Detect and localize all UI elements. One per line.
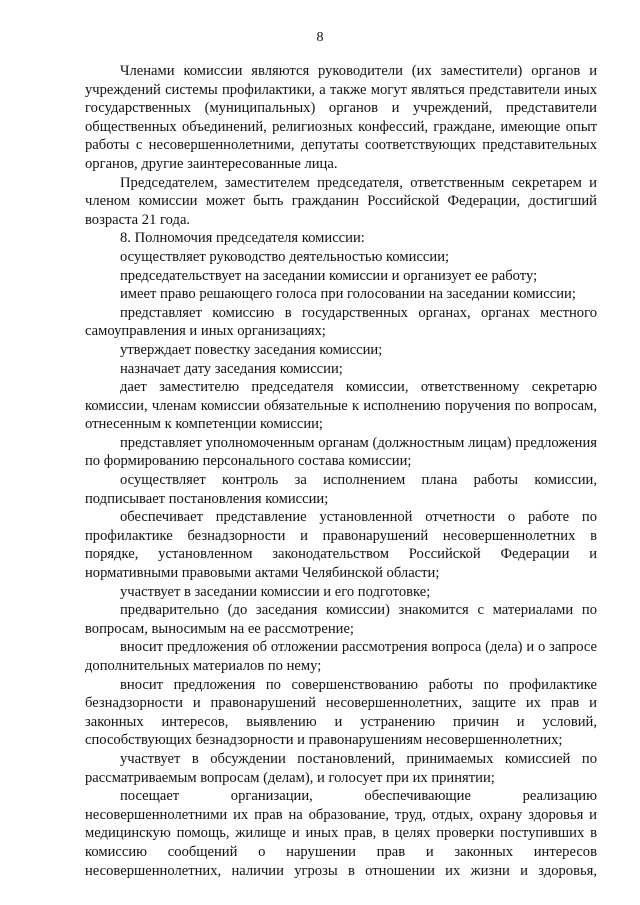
paragraph-section-heading: 8. Полномочия председателя комиссии: — [120, 230, 365, 247]
paragraph-commission-members: Членами комиссии являются руководители (их заместители) органов и учреждений системы профилактики, а также могут являться представители иных государственных (муниципальных) органов и учреждений, представители общественных объединений, религиозных конфессий, граждане, имеющие опыт работы с несовершеннолетними, депутаты соответствующих представительных органов, другие заинтересованные лица. — [85, 63, 597, 172]
list-item: утверждает повестку заседания комиссии; — [120, 341, 383, 358]
list-item: представляет комиссию в государственных органах, органах местного самоуправления и иных организациях; — [85, 304, 597, 340]
list-item: осуществляет контроль за исполнением плана работы комиссии, подписывает постановления комиссии; — [85, 472, 597, 507]
list-item: вносит предложения по совершенствованию работы по профилактике безнадзорности и правонарушений несовершеннолетних, защите их прав и законных интересов, выявлению и устранению причин и условий, способствующих безнадзорности и правонарушениям несовершеннолетних; — [85, 676, 597, 749]
list-item: посещает организации, обеспечивающие реализацию несовершеннолетними их прав на образование, труд, отдых, охрану здоровья и медицинскую помощь, жилище и иных прав, в целях проверки поступивших в комиссию сообщений о нарушении прав и законных интересов несовершеннолетних, наличии угрозы в отношении их жизни и здоровья, — [85, 788, 597, 879]
list-item: назначает дату заседания комиссии; — [120, 360, 343, 377]
paragraph-chair-eligibility: Председателем, заместителем председателя, ответственным секретарем и членом комиссии может быть гражданин Российской Федерации, достигший возраста 21 года. — [85, 174, 597, 228]
document-body — [85, 62, 597, 880]
list-item: председательствует на заседании комиссии и организует ее работу; — [120, 267, 538, 284]
list-item: представляет уполномоченным органам (должностным лицам) предложения по формированию персонального состава комиссии; — [85, 434, 597, 470]
list-item: участвует в обсуждении постановлений, принимаемых комиссией по рассматриваемым вопросам (делам), и голосует при их принятии; — [85, 750, 597, 786]
list-item: вносит предложения об отложении рассмотрения вопроса (дела) и о запросе дополнительных материалов по нему; — [85, 639, 597, 674]
list-item: имеет право решающего голоса при голосовании на заседании комиссии; — [120, 286, 576, 303]
list-item: предварительно (до заседания комиссии) знакомится с материалами по вопросам, выносимым на ее рассмотрение; — [85, 602, 597, 637]
list-item: осуществляет руководство деятельностью комиссии; — [120, 248, 450, 265]
list-item: участвует в заседании комиссии и его подготовке; — [120, 583, 431, 600]
list-item: обеспечивает представление установленной отчетности о работе по профилактике безнадзорности и правонарушений несовершеннолетних в порядке, установленном законодательством Российской Федерации и нормативными правовыми актами Челябинской области; — [85, 509, 597, 582]
list-item: дает заместителю председателя комиссии, ответственному секретарю комиссии, членам комиссии обязательные к исполнению поручения по вопросам, отнесенным к компетенции комиссии; — [85, 379, 597, 433]
page-number: 8 — [316, 30, 324, 45]
